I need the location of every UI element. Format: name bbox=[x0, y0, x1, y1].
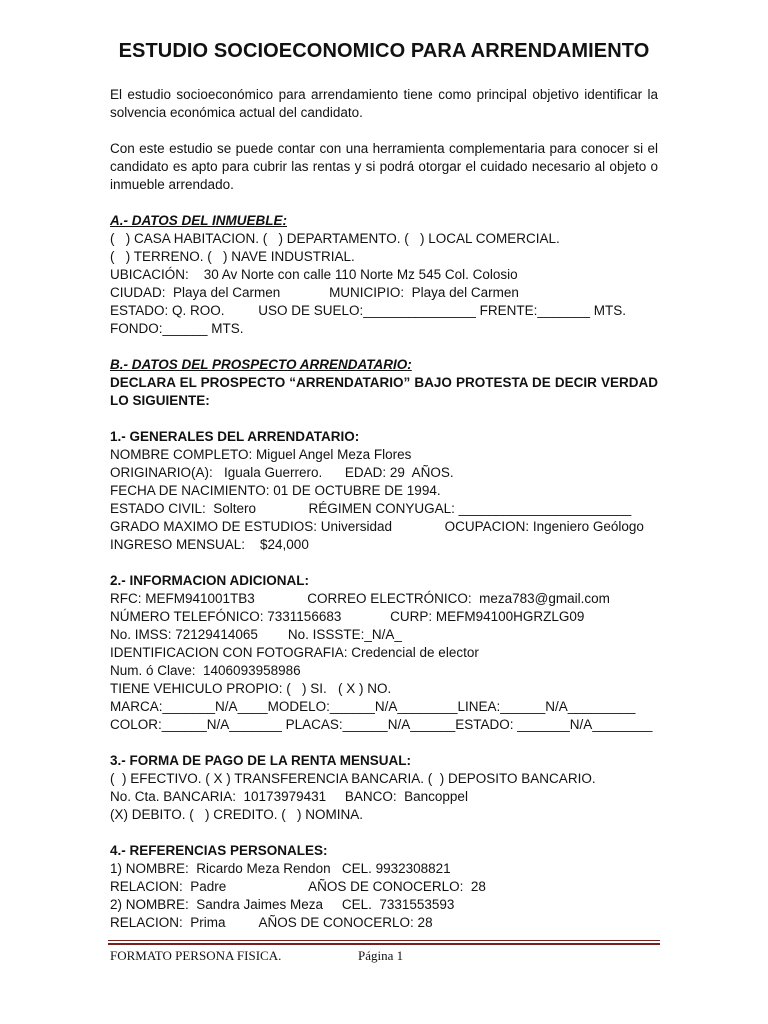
adicional-line: IDENTIFICACION CON FOTOGRAFIA: Credencial de elector bbox=[110, 645, 479, 660]
pago-line: No. Cta. BANCARIA: 10173979431 BANCO: Bancoppel bbox=[110, 789, 468, 804]
page-footer bbox=[110, 948, 404, 964]
generales-line: ORIGINARIO(A): Iguala Guerrero. EDAD: 29 AÑOS. bbox=[110, 465, 454, 480]
generales-line: GRADO MAXIMO DE ESTUDIOS: Universidad OCUPACION: Ingeniero Geólogo bbox=[110, 519, 644, 534]
adicional-heading: 2.- INFORMACION ADICIONAL: bbox=[110, 573, 309, 588]
intro-paragraph-1: El estudio socioeconómico para arrendamiento tiene como principal objetivo identificar la solvencia económica actual del candidato. bbox=[110, 87, 658, 120]
pago-line: ( ) EFECTIVO. ( X ) TRANSFERENCIA BANCARIA. ( ) DEPOSITO BANCARIO. bbox=[110, 771, 596, 786]
generales-heading: 1.- GENERALES DEL ARRENDATARIO: bbox=[110, 429, 360, 444]
page-number: Página 1 bbox=[358, 948, 404, 963]
adicional-line: RFC: MEFM941001TB3 CORREO ELECTRÓNICO: meza783@gmail.com bbox=[110, 591, 610, 606]
generales-line: ESTADO CIVIL: Soltero RÉGIMEN CONYUGAL: _______________________ bbox=[110, 501, 632, 516]
section-a-heading: A.- DATOS DEL INMUEBLE: bbox=[110, 213, 288, 228]
generales-line: INGRESO MENSUAL: $24,000 bbox=[110, 537, 309, 552]
location-line: UBICACIÓN: 30 Av Norte con calle 110 Norte Mz 545 Col. Colosio bbox=[110, 267, 518, 282]
referencias-heading: 4.- REFERENCIAS PERSONALES: bbox=[110, 843, 328, 858]
referencias-line: 1) NOMBRE: Ricardo Meza Rendon CEL. 9932308821 bbox=[110, 861, 451, 876]
intro-paragraph-2: Con este estudio se puede contar con una herramienta complementaria para conocer si el candidato es apto para cubrir las rentas y si podrá otorgar el cuidado necesario al objeto o inmueble arrendado. bbox=[110, 141, 658, 192]
adicional-line: TIENE VEHICULO PROPIO: ( ) SI. ( X ) NO. bbox=[110, 681, 392, 696]
referencias-line: RELACION: Prima AÑOS DE CONOCERLO: 28 bbox=[110, 915, 433, 930]
property-type-line-2: ( ) TERRENO. ( ) NAVE INDUSTRIAL. bbox=[110, 249, 355, 264]
state-line: ESTADO: Q. ROO. USO DE SUELO:_______________ FRENTE:_______ MTS. bbox=[110, 303, 626, 318]
referencias-line: RELACION: Padre AÑOS DE CONOCERLO: 28 bbox=[110, 879, 486, 894]
adicional-line: NÚMERO TELEFÓNICO: 7331156683 CURP: MEFM94100HGRZLG09 bbox=[110, 609, 585, 624]
adicional-line: COLOR:______N/A_______ PLACAS:______N/A______ESTADO: _______N/A________ bbox=[110, 717, 653, 732]
declaration-text: DECLARA EL PROSPECTO “ARRENDATARIO” BAJO PROTESTA DE DECIR VERDAD LO SIGUIENTE: bbox=[110, 375, 658, 408]
property-type-line-1: ( ) CASA HABITACION. ( ) DEPARTAMENTO. ( ) LOCAL COMERCIAL. bbox=[110, 231, 560, 246]
document-body bbox=[110, 86, 658, 932]
pago-line: (X) DEBITO. ( ) CREDITO. ( ) NOMINA. bbox=[110, 807, 364, 822]
adicional-line: No. IMSS: 72129414065 No. ISSSTE:_N/A_ bbox=[110, 627, 402, 642]
referencias-line: 2) NOMBRE: Sandra Jaimes Meza CEL. 7331553593 bbox=[110, 897, 455, 912]
city-line: CIUDAD: Playa del Carmen MUNICIPIO: Playa del Carmen bbox=[110, 285, 519, 300]
page-title: ESTUDIO SOCIOECONOMICO PARA ARRENDAMIENTO bbox=[118, 40, 650, 62]
footer-text: FORMATO PERSONA FISICA. bbox=[110, 948, 282, 963]
adicional-line: MARCA:_______N/A____MODELO:______N/A________LINEA:______N/A_________ bbox=[110, 699, 636, 714]
generales-line: FECHA DE NACIMIENTO: 01 DE OCTUBRE DE 1994. bbox=[110, 483, 441, 498]
adicional-line: Num. ó Clave: 1406093958986 bbox=[110, 663, 301, 678]
footer-rule bbox=[108, 940, 660, 946]
generales-line: NOMBRE COMPLETO: Miguel Angel Meza Flores bbox=[110, 447, 412, 462]
section-b-heading: B.- DATOS DEL PROSPECTO ARRENDATARIO: bbox=[110, 357, 412, 372]
depth-line: FONDO:______ MTS. bbox=[110, 321, 244, 336]
pago-heading: 3.- FORMA DE PAGO DE LA RENTA MENSUAL: bbox=[110, 753, 411, 768]
